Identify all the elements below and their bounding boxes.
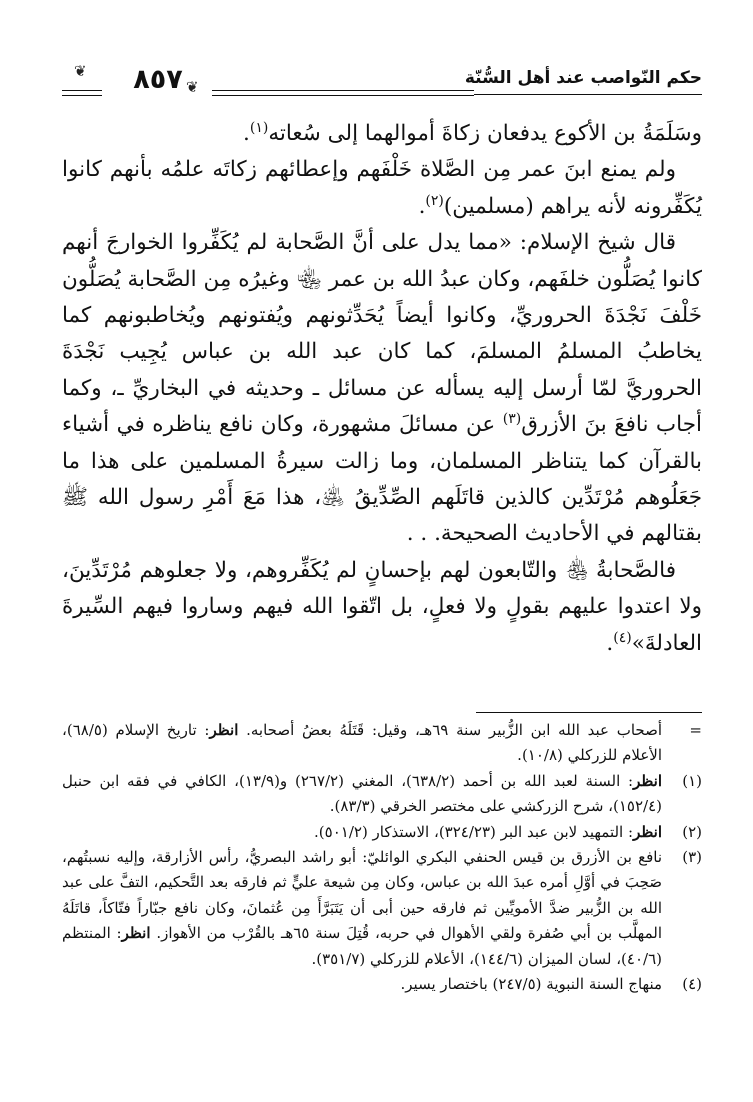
page-number: ٨٥٧ bbox=[133, 63, 183, 95]
paragraph-text: ولم يمنع ابنَ عمر مِن الصَّلاة خَلْفَهم وإعطائهم زكاتَه علمُه بأنهم كانوا يُكَفِّرونه لأنه يراهم (مسلمين) bbox=[62, 157, 702, 219]
footnote-text: : التمهيد لابن عبد البر (٣٢٤/٢٣)، الاستذكار (٥٠١/٢). bbox=[314, 822, 634, 841]
footnote-see: انظر bbox=[209, 721, 239, 739]
paragraph-text: قال شيخ الإسلام: «مما يدل على أنَّ الصَّحابة لم يُكَفِّروا الخوارجَ أنهم كانوا يُصَلُّون خلفَهم، وكان عبدُ الله بن عمر ﵄ وغيرُه مِن الصَّحابة يُصَلُّون خَلْفَ نَجْدَةَ الحروريِّ، وكانوا أيضاً يُحَدِّثونهم ويُفتونهم ويُخاطبونهم كما يخاطبُ المسلمُ المسلمَ، كما كان عبد الله بن عباس يُجِيب نَجْدَةَ الحروريَّ لمّا أرسل إليه يسأله عن مسائل ـ وحديثه في البخاريِّ ـ، وكما أجاب نافعَ بنَ الأزرق bbox=[62, 230, 702, 438]
footnote-mark: (١) bbox=[682, 771, 702, 790]
footnote-see: انظر bbox=[633, 822, 662, 841]
paragraph bbox=[62, 152, 702, 225]
footnote-3 bbox=[62, 845, 702, 972]
footnote-text: : تاريخ الإسلام (٦٨/٥)، الأعلام للزركلي (١٠/٨). bbox=[62, 721, 662, 765]
footnote-text: منهاج السنة النبوية (٢٤٧/٥) باختصار يسير. bbox=[400, 975, 662, 994]
paragraph-end: . bbox=[606, 630, 614, 656]
paragraph-end: . bbox=[418, 193, 426, 219]
paragraph-text: وسَلَمَةُ بن الأكوع يدفعان زكاةَ أموالهما إلى سُعاته bbox=[268, 121, 702, 146]
footnote-ref[interactable]: (٢) bbox=[425, 192, 444, 209]
paragraph-quote bbox=[62, 225, 702, 553]
header-double-rule-middle bbox=[212, 90, 474, 96]
footnote-mark: (٢) bbox=[682, 822, 702, 841]
footnotes bbox=[62, 718, 702, 997]
paragraph bbox=[62, 553, 702, 662]
paragraph-text: عن مسائلَ مشهورة، وكان نافع يناظره في أشياء بالقرآن كما يتناظر المسلمان، وما زالت سيرةُ المسلمين على هذا ما جَعَلُوهم مُرْتَدِّين كالذين قاتَلَهم الصِّدِّيقُ ﵁، هذا مَعَ أَمْرِ رسول الله ﷺ بقتالهم في الأحاديث الصحيحة. . . bbox=[62, 412, 702, 547]
paragraph bbox=[62, 116, 702, 152]
footnote-ref[interactable]: (١) bbox=[249, 119, 269, 136]
running-title: حكم النّواصب عند أهل السُّنّة bbox=[464, 68, 702, 88]
footnote-ref[interactable]: (٤) bbox=[613, 629, 632, 646]
footnote-separator bbox=[476, 712, 702, 713]
footnote-mark: (٣) bbox=[682, 848, 702, 867]
footnote-1 bbox=[62, 769, 702, 820]
footnote-text: : السنة لعبد الله بن أحمد (٦٣٨/٢)، المغني (٢٦٧/٢) و(١٣/٩)، الكافي في فقه ابن حنبل (١٥٢/٤)، شرح الزركشي على مختصر الخرقي (٨٣/٣). bbox=[62, 771, 662, 816]
footnote-see: انظر bbox=[633, 771, 663, 790]
footnote-continued bbox=[62, 718, 702, 769]
main-text bbox=[62, 116, 702, 662]
footnote-4 bbox=[62, 972, 702, 997]
header-double-rule-left bbox=[62, 90, 102, 96]
paragraph-text: فالصَّحابةُ ﵃ والتّابعون لهم بإحسانٍ لم يُكَفِّروهم، ولا جعلوهم مُرْتَدِّينَ، ولا اعتدوا عليهم بقولٍ ولا فعلٍ، بل اتّقوا الله فيهم وساروا فيهم السِّيرةَ العادلةَ» bbox=[62, 557, 702, 656]
page-header bbox=[62, 60, 702, 104]
footnote-mark: = bbox=[689, 721, 702, 739]
footnote-mark: (٤) bbox=[682, 975, 702, 994]
footnote-2 bbox=[62, 820, 702, 845]
ornament-icon: ❦ bbox=[74, 62, 87, 80]
footnote-see: انظر bbox=[121, 924, 151, 943]
ornament-icon: ❦ bbox=[186, 78, 199, 96]
running-title-underline bbox=[474, 94, 702, 95]
footnote-text: أصحاب عبد الله ابن الزُّبير سنة ٦٩هـ، وقيل: قَتَلَهُ بعضُ أصحابه. bbox=[238, 721, 663, 739]
footnote-ref[interactable]: (٣) bbox=[502, 411, 522, 428]
paragraph-end: . bbox=[243, 121, 250, 146]
footnote-text: نافع بن الأزرق بن قيس الحنفي البكري الوائليّ: أبو راشد البصريُّ، رأس الأزارقة، وإليه نسبتُهم، صَحِبَ في أوَّلِ أمره عبدَ الله بن عباس، وكان مِن شيعة عليٍّ ثم فارقه بعد التَّحكيم، التفَّ على عبد الله بن الزُّبير ضدَّ الأمويِّين ثم فارقه حين أبى أن يَتَبَرَّأَ مِن عُثمانَ، وكان نافع جبّاراً فتّاكاً، قاتَلَهُ المهلَّب بن أبي صُفرة ولقي الأهوال في حربه، قُتِلَ سنة ٦٥هـ بالقُرْب من الأهواز. bbox=[62, 848, 662, 943]
footnote-text: : المنتظم (٤٠/٦)، لسان الميزان (١٤٤/٦)، الأعلام للزركلي (٣٥١/٧). bbox=[62, 924, 662, 968]
